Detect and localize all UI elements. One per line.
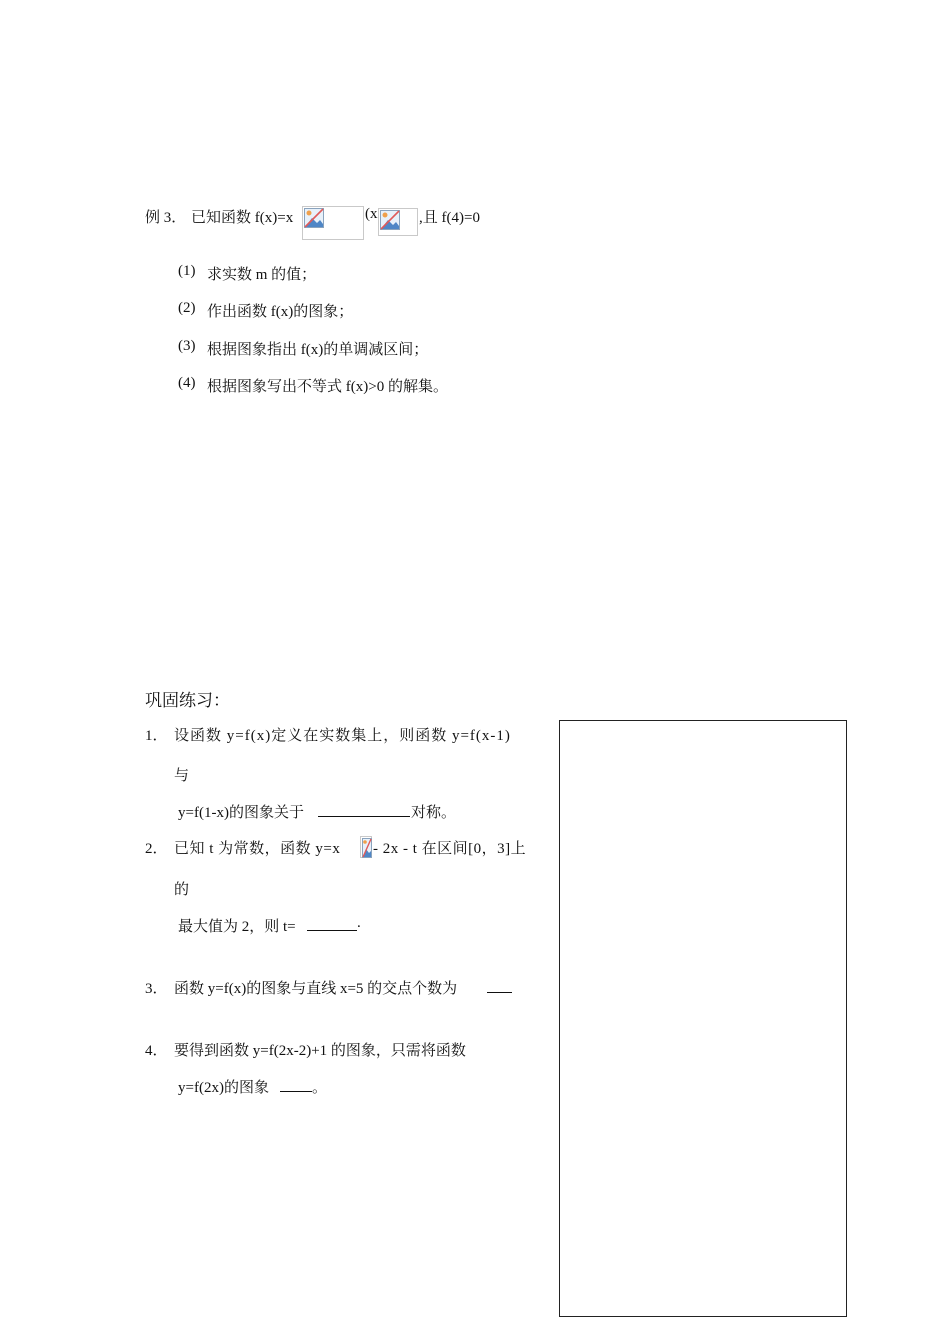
item-number: (1)	[178, 263, 196, 279]
question-text: - 2x - t 在区间[0，3]上	[373, 841, 527, 857]
formula-image-icon	[302, 206, 364, 240]
answer-blank[interactable]	[487, 978, 512, 993]
domain-image-icon	[378, 208, 418, 236]
item-text: 求实数 m 的值；	[207, 267, 317, 283]
example3-text-c: ,且 f(4)=0	[419, 210, 480, 226]
question-text: 。	[312, 1080, 328, 1096]
example3-text-a: 已知函数 f(x)=x	[191, 210, 294, 226]
question-text: .	[357, 915, 361, 931]
broken-image-icon	[304, 208, 324, 228]
question-text: y=f(1-x)的图象关于	[178, 805, 304, 821]
example3-label: 例 3．	[145, 210, 187, 226]
question-text: 与	[174, 768, 190, 784]
question-text: 对称。	[411, 805, 457, 821]
practice-heading: 巩固练习：	[145, 691, 230, 710]
broken-image-icon	[362, 838, 372, 858]
question-number: 3．	[145, 981, 168, 997]
question-text: 的	[174, 882, 190, 898]
question-text: 函数 y=f(x)的图象与直线 x=5 的交点个数为	[174, 981, 458, 997]
example3-text-b: (x	[365, 206, 378, 222]
item-text: 作出函数 f(x)的图象；	[207, 304, 354, 320]
answer-blank[interactable]	[307, 916, 357, 931]
question-number: 4．	[145, 1043, 168, 1059]
question-number: 2．	[145, 841, 168, 857]
item-number: (4)	[178, 375, 196, 391]
answer-blank[interactable]	[280, 1077, 312, 1092]
question-text: y=f(2x)的图象	[178, 1080, 269, 1096]
answer-blank[interactable]	[318, 802, 410, 817]
question-text: 最大值为 2，则 t=	[178, 919, 296, 935]
item-text: 根据图象写出不等式 f(x)>0 的解集。	[207, 379, 448, 395]
broken-image-icon	[380, 210, 400, 230]
question-text: 设函数 y=f(x)定义在实数集上，则函数 y=f(x-1)	[174, 728, 511, 744]
item-number: (2)	[178, 300, 196, 316]
question-text: 已知 t 为常数，函数 y=x	[174, 841, 341, 857]
formula-image-icon	[360, 836, 372, 858]
question-text: 要得到函数 y=f(2x-2)+1 的图象，只需将函数	[174, 1043, 466, 1059]
answer-box[interactable]	[559, 720, 847, 1317]
item-text: 根据图象指出 f(x)的单调减区间；	[207, 342, 429, 358]
item-number: (3)	[178, 338, 196, 354]
question-number: 1．	[145, 728, 168, 744]
